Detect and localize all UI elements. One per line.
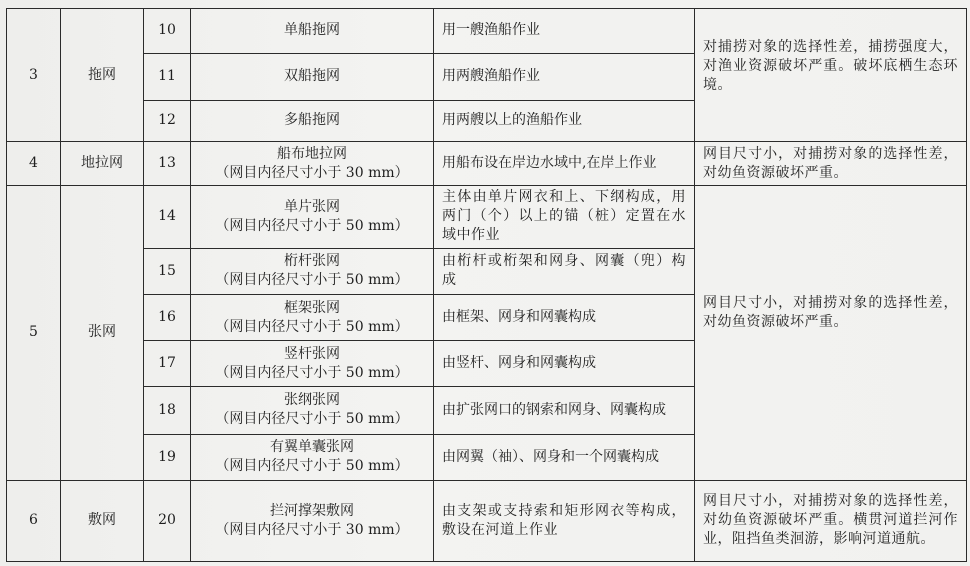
gear-structure: 由支架或支持索和矩形网衣等构成，敷设在河道上作业 xyxy=(434,480,695,561)
gear-type: 拖网 xyxy=(61,9,144,142)
gear-structure: 由框架、网身和网囊构成 xyxy=(434,295,695,341)
prohibition-reason: 网目尺寸小，对捕捞对象的选择性差，对幼鱼资源破坏严重。 xyxy=(695,142,967,186)
gear-name-cell xyxy=(191,9,434,54)
mesh-size-note: （网目内径尺寸小于 50 mm） xyxy=(215,458,409,475)
gear-name: 单片张网 xyxy=(284,198,340,215)
gear-number: 18 xyxy=(144,387,191,435)
gear-structure: 由扩张网口的钢索和网身、网囊构成 xyxy=(434,387,695,435)
gear-number: 11 xyxy=(144,53,191,100)
table-row xyxy=(7,9,967,54)
gear-name: 张纲张网 xyxy=(284,392,340,409)
gear-name-cell xyxy=(191,53,434,100)
gear-name: 多船拖网 xyxy=(284,112,340,129)
gear-type: 地拉网 xyxy=(61,142,144,186)
gear-structure: 由竖杆、网身和网囊构成 xyxy=(434,341,695,387)
prohibition-reason: 网目尺寸小，对捕捞对象的选择性差，对幼鱼资源破坏严重。横贯河道拦河作业，阻挡鱼类洄游，影响河道通航。 xyxy=(695,480,967,561)
gear-name-cell xyxy=(191,248,434,295)
mesh-size-note: （网目内径尺寸小于 50 mm） xyxy=(215,364,409,381)
gear-name: 有翼单囊张网 xyxy=(270,439,354,456)
mesh-size-note: （网目内径尺寸小于 50 mm） xyxy=(215,272,409,289)
mesh-size-note: （网目内径尺寸小于 50 mm） xyxy=(215,318,409,335)
group-number: 6 xyxy=(7,480,61,561)
group-number: 5 xyxy=(7,186,61,481)
mesh-size-note: （网目内径尺寸小于 30 mm） xyxy=(215,164,409,181)
table-row xyxy=(7,480,967,561)
gear-number: 19 xyxy=(144,434,191,480)
gear-name-cell xyxy=(191,387,434,435)
gear-name-cell xyxy=(191,341,434,387)
gear-name-cell xyxy=(191,434,434,480)
gear-type: 敷网 xyxy=(61,480,144,561)
gear-name-cell xyxy=(191,480,434,561)
gear-type: 张网 xyxy=(61,186,144,481)
gear-structure: 用一艘渔船作业 xyxy=(434,9,695,54)
gear-structure: 由桁杆或桁架和网身、网囊（兜）构成 xyxy=(434,248,695,295)
gear-name: 竖杆张网 xyxy=(284,345,340,362)
table-row xyxy=(7,186,967,248)
prohibition-reason: 对捕捞对象的选择性差，捕捞强度大，对渔业资源破坏严重。破坏底栖生态环境。 xyxy=(695,9,967,142)
gear-number: 15 xyxy=(144,248,191,295)
gear-name: 拦河撑架敷网 xyxy=(270,502,354,519)
mesh-size-note: （网目内径尺寸小于 50 mm） xyxy=(215,411,409,428)
gear-name-cell xyxy=(191,295,434,341)
gear-number: 20 xyxy=(144,480,191,561)
table-row xyxy=(7,142,967,186)
gear-structure: 用船布设在岸边水域中,在岸上作业 xyxy=(434,142,695,186)
mesh-size-note: （网目内径尺寸小于 30 mm） xyxy=(215,521,409,538)
gear-name: 双船拖网 xyxy=(284,68,340,85)
fishing-gear-table xyxy=(6,8,967,562)
gear-name-cell xyxy=(191,100,434,142)
gear-number: 13 xyxy=(144,142,191,186)
gear-number: 14 xyxy=(144,186,191,248)
prohibition-reason: 网目尺寸小，对捕捞对象的选择性差，对幼鱼资源破坏严重。 xyxy=(695,186,967,481)
gear-structure: 由网翼（袖）、网身和一个网囊构成 xyxy=(434,434,695,480)
gear-structure: 用两艘渔船作业 xyxy=(434,53,695,100)
gear-number: 10 xyxy=(144,9,191,54)
gear-number: 12 xyxy=(144,100,191,142)
gear-name: 单船拖网 xyxy=(284,22,340,39)
gear-structure: 用两艘以上的渔船作业 xyxy=(434,100,695,142)
gear-name: 桁杆张网 xyxy=(284,253,340,270)
group-number: 4 xyxy=(7,142,61,186)
gear-name: 框架张网 xyxy=(284,299,340,316)
gear-name: 船布地拉网 xyxy=(277,145,347,162)
group-number: 3 xyxy=(7,9,61,142)
gear-structure: 主体由单片网衣和上、下纲构成，用两门（个）以上的锚（桩）定置在水域中作业 xyxy=(434,186,695,248)
mesh-size-note: （网目内径尺寸小于 50 mm） xyxy=(215,217,409,234)
gear-name-cell xyxy=(191,186,434,248)
gear-number: 16 xyxy=(144,295,191,341)
gear-number: 17 xyxy=(144,341,191,387)
gear-name-cell xyxy=(191,142,434,186)
